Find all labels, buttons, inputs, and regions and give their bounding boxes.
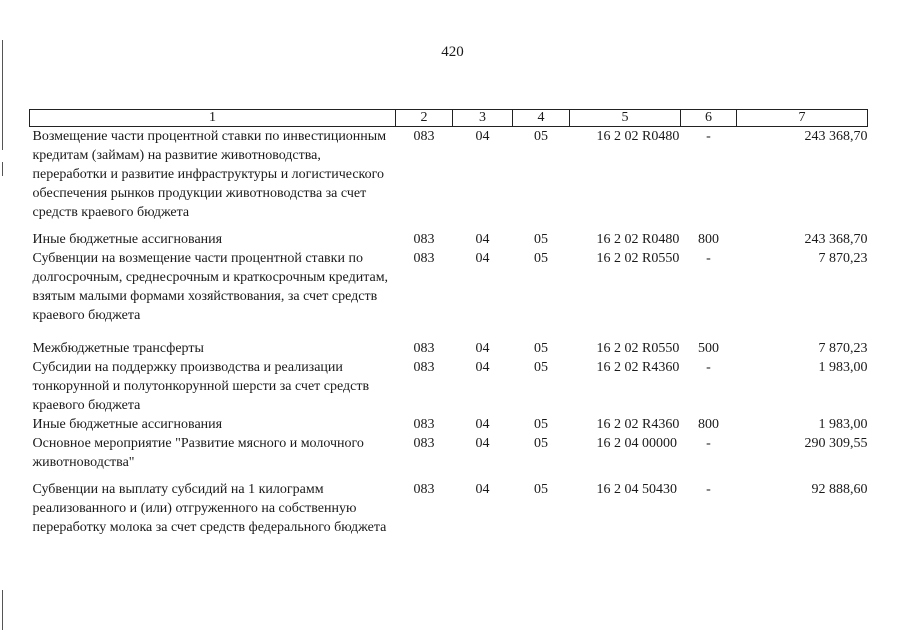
- row-col3: 04: [475, 436, 490, 451]
- row-col5: 16 2 04 00000: [596, 436, 677, 451]
- row-col7: 7 870,23: [818, 341, 868, 356]
- row-name: Субсидии на поддержку производства и реализации тонкорунной и полутонкорунной шерсти за счет средств краевого бюджета: [32, 360, 370, 413]
- row-col5: 16 2 02 R4360: [596, 360, 680, 375]
- row-col2: 083: [413, 232, 435, 247]
- table-header: [30, 110, 868, 127]
- row-col4: 05: [534, 482, 548, 497]
- scan-edge-line-lower: [2, 590, 3, 630]
- row-col2: 083: [413, 251, 435, 266]
- header-cell: 3: [453, 110, 513, 127]
- row-col5: 16 2 02 R0480: [596, 129, 680, 144]
- row-col4: 05: [534, 341, 548, 356]
- row-col5: 16 2 02 R0480: [596, 232, 680, 247]
- table-row: [30, 339, 868, 358]
- row-name: Межбюджетные трансферты: [32, 341, 204, 356]
- row-col6: 800: [698, 232, 719, 247]
- row-col5: 16 2 02 R0550: [596, 251, 680, 266]
- budget-table: [29, 109, 868, 537]
- header-cell: 1: [30, 110, 396, 127]
- table-row: [30, 249, 868, 325]
- row-col2: 083: [413, 417, 435, 432]
- header-cell: 7: [737, 110, 868, 127]
- scan-edge-mark: [2, 162, 3, 176]
- row-col3: 04: [475, 129, 490, 144]
- table-body: [30, 127, 868, 538]
- row-col5: 16 2 02 R4360: [596, 417, 680, 432]
- row-col3: 04: [475, 341, 490, 356]
- row-col4: 05: [534, 232, 548, 247]
- header-cell: 5: [570, 110, 681, 127]
- table-row: [30, 127, 868, 223]
- row-col4: 05: [534, 436, 548, 451]
- row-col6: 800: [698, 417, 719, 432]
- row-col3: 04: [475, 251, 490, 266]
- row-col7: 7 870,23: [818, 251, 868, 266]
- table-row: [30, 480, 868, 537]
- row-col4: 05: [534, 417, 548, 432]
- row-col4: 05: [534, 360, 548, 375]
- row-col2: 083: [413, 341, 435, 356]
- row-col7: 1 983,00: [818, 417, 868, 432]
- row-col5: 16 2 04 50430: [596, 482, 677, 497]
- row-col7: 290 309,55: [804, 436, 868, 451]
- row-name: Иные бюджетные ассигнования: [32, 417, 223, 432]
- row-col6: -: [706, 129, 711, 144]
- page-number: 420: [441, 44, 464, 60]
- row-name: Субвенции на возмещение части процентной ставки по долгосрочным, среднесрочным и краткосрочным кредитам, взятым малыми формами хозяйствования, за счет средств краевого бюджета: [32, 251, 389, 323]
- table-row: [30, 415, 868, 434]
- header-cell: 6: [681, 110, 737, 127]
- row-col2: 083: [413, 482, 435, 497]
- row-col7: 1 983,00: [818, 360, 868, 375]
- row-name: Иные бюджетные ассигнования: [32, 232, 223, 247]
- row-spacer: [30, 472, 868, 480]
- row-col6: -: [706, 436, 711, 451]
- table-row: [30, 434, 868, 472]
- row-col3: 04: [475, 417, 490, 432]
- row-col2: 083: [413, 436, 435, 451]
- row-col6: -: [706, 360, 711, 375]
- row-col6: 500: [698, 341, 719, 356]
- header-row: [30, 110, 868, 127]
- row-col2: 083: [413, 129, 435, 144]
- row-col4: 05: [534, 129, 548, 144]
- row-col3: 04: [475, 482, 490, 497]
- row-name: Субвенции на выплату субсидий на 1 килограмм реализованного и (или) отгруженного на собственную переработку молока за счет средств федерального бюджета: [32, 482, 387, 535]
- row-spacer: [30, 325, 868, 339]
- row-col4: 05: [534, 251, 548, 266]
- row-col2: 083: [413, 360, 435, 375]
- table-row: [30, 358, 868, 415]
- row-col7: 243 368,70: [804, 129, 868, 144]
- row-col6: -: [706, 482, 711, 497]
- row-col7: 92 888,60: [811, 482, 868, 497]
- header-cell: 2: [396, 110, 453, 127]
- row-col5: 16 2 02 R0550: [596, 341, 680, 356]
- row-spacer: [30, 222, 868, 230]
- row-col7: 243 368,70: [804, 232, 868, 247]
- table-row: [30, 230, 868, 249]
- row-name: Основное мероприятие "Развитие мясного и молочного животноводства": [32, 436, 364, 470]
- row-col3: 04: [475, 360, 490, 375]
- header-cell: 4: [513, 110, 570, 127]
- row-name: Возмещение части процентной ставки по инвестиционным кредитам (займам) на развитие животноводства, переработки и развитие инфраструктуры и логистического обеспечения рынков продукции животноводства за счет средств краевого бюджета: [32, 129, 387, 220]
- row-col6: -: [706, 251, 711, 266]
- row-col3: 04: [475, 232, 490, 247]
